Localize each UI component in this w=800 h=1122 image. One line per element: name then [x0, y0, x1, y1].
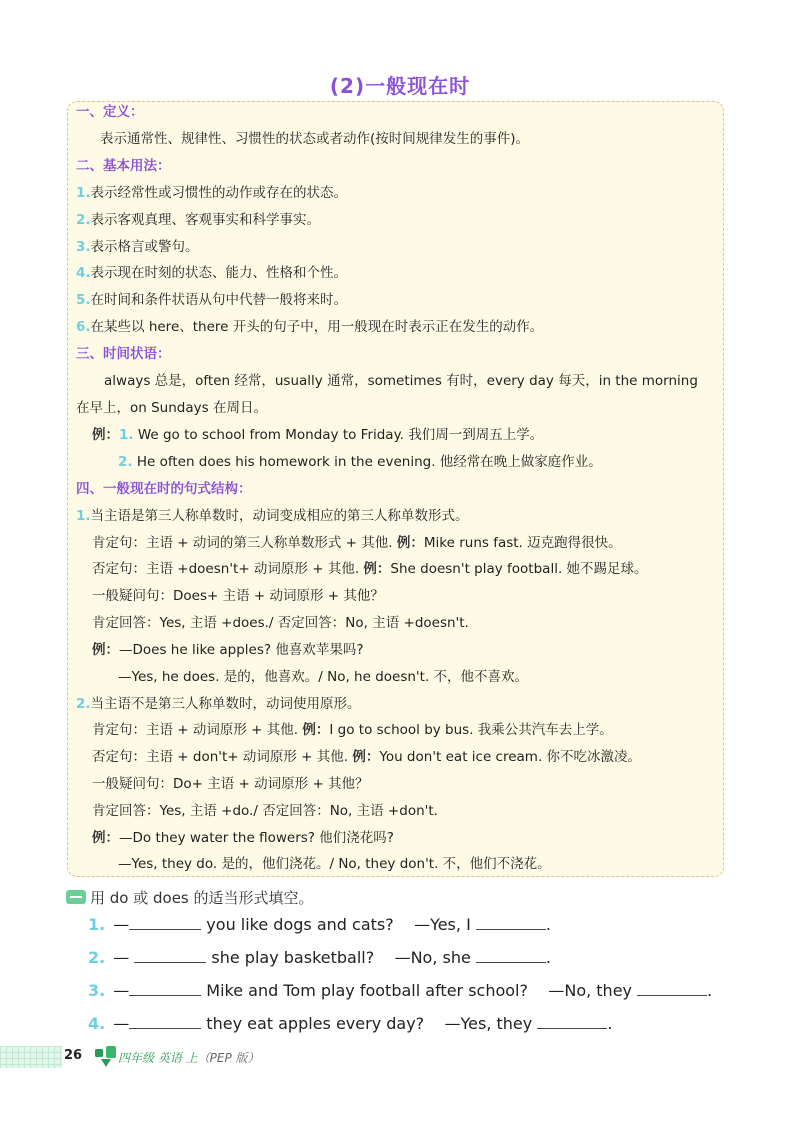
item-text: 在某些以 here、there 开头的句子中，用一般现在时表示正在发生的动作。	[90, 319, 544, 335]
response-text: —No, they	[548, 981, 632, 1000]
structure-part-2-intro	[76, 695, 361, 713]
answer-blank[interactable]	[537, 1012, 607, 1029]
answer-rule	[92, 614, 469, 632]
example-label: 例：	[363, 561, 391, 577]
exercise-marker-icon	[66, 890, 86, 904]
dash: —	[113, 981, 130, 1000]
question-text: you like dogs and cats?	[201, 915, 394, 934]
item-text: 表示格言或警句。	[90, 239, 199, 255]
rule-text: Yes, 主语 +do./ 否定回答：No, 主语 +don't.	[159, 803, 438, 819]
footer-edition: （PEP 版）	[197, 1051, 260, 1065]
structure-part-1-intro	[76, 507, 469, 525]
example-text: She doesn't play football. 她不踢足球。	[390, 561, 648, 577]
question-text: they eat apples every day?	[201, 1014, 425, 1033]
rule-label: 否定句：	[92, 561, 146, 577]
question-text: she play basketball?	[206, 948, 375, 967]
question-number: 3.	[88, 981, 106, 1000]
adverbials-line-1: always 总是，often 经常，usually 通常，sometimes 有时，every day 每天，in the morning	[104, 373, 698, 389]
rule-label: 一般疑问句：	[92, 776, 173, 792]
example-number: 2.	[118, 454, 133, 470]
answer-blank[interactable]	[637, 979, 707, 996]
dialogue-line	[92, 641, 364, 659]
dialogue-line: —Yes, he does. 是的，他喜欢。/ No, he doesn't. 不，他不喜欢。	[118, 669, 529, 685]
answer-blank[interactable]	[129, 1012, 201, 1029]
section-heading-definition: 一、定义：	[76, 104, 144, 120]
item-number: 3.	[76, 239, 91, 255]
usage-item	[76, 238, 199, 256]
usage-item	[76, 291, 347, 309]
exercise-instruction: 用 do 或 does 的适当形式填空。	[90, 888, 314, 907]
dash: —	[113, 915, 130, 934]
part-number: 2.	[76, 696, 91, 712]
item-number: 6.	[76, 319, 91, 335]
example-text: We go to school from Monday to Friday. 我们周一到周五上学。	[137, 427, 544, 443]
section-heading-adverbials: 三、时间状语：	[76, 346, 171, 362]
example-label: 例：	[302, 722, 330, 738]
rule-label: 一般疑问句：	[92, 588, 173, 604]
item-number: 4.	[76, 265, 91, 281]
item-text: 表示经常性或习惯性的动作或存在的状态。	[90, 185, 348, 201]
definition-text: 表示通常性、规律性、习惯性的状态或者动作(按时间规律发生的事件)。	[100, 131, 530, 147]
brand-logo-icon	[93, 1044, 119, 1068]
question-number: 4.	[88, 1014, 106, 1033]
usage-item	[76, 264, 347, 282]
part-number: 1.	[76, 508, 91, 524]
question-number: 1.	[88, 915, 106, 934]
footer-book-info	[118, 1049, 260, 1066]
example-line	[92, 426, 543, 444]
period: .	[707, 981, 713, 1000]
exercise-heading	[66, 886, 314, 908]
example-label: 例：	[396, 535, 424, 551]
answer-blank[interactable]	[476, 946, 546, 963]
rule-text: 主语 +doesn't+ 动词原形 + 其他.	[146, 561, 360, 577]
dash: —	[113, 1014, 130, 1033]
answer-blank[interactable]	[476, 913, 546, 930]
page-title: (2)一般现在时	[329, 74, 471, 98]
dialogue-line	[92, 829, 394, 847]
dash: —	[113, 948, 130, 967]
rule-label: 肯定回答：	[92, 803, 160, 819]
dialogue-text: —Does he like apples? 他喜欢苹果吗?	[119, 642, 364, 658]
rule-text: 主语 + 动词的第三人称单数形式 + 其他.	[146, 535, 393, 551]
negative-rule	[92, 560, 648, 578]
example-text: I go to school by bus. 我乘公共汽车去上学。	[329, 722, 613, 738]
rule-text: Does+ 主语 + 动词原形 + 其他？	[173, 588, 384, 604]
rule-label: 肯定句：	[92, 535, 146, 551]
footer-grade: 四年级 英语 上	[118, 1051, 198, 1065]
answer-blank[interactable]	[129, 979, 201, 996]
page-number: 26	[64, 1048, 83, 1063]
rule-label: 否定句：	[92, 749, 146, 765]
question-rule	[92, 587, 384, 605]
example-number: 1.	[119, 427, 134, 443]
rule-text: Yes, 主语 +does./ 否定回答：No, 主语 +doesn't.	[159, 615, 469, 631]
affirmative-rule	[92, 534, 622, 552]
response-text: —Yes, I	[414, 915, 471, 934]
part-intro-text: 当主语不是第三人称单数时，动词使用原形。	[90, 696, 361, 712]
period: .	[545, 948, 551, 967]
item-text: 表示客观真理、客观事实和科学事实。	[90, 212, 321, 228]
item-text: 在时间和条件状语从句中代替一般将来时。	[90, 292, 348, 308]
rule-label: 肯定句：	[92, 722, 146, 738]
adverbials-line-2: 在早上，on Sundays 在周日。	[76, 400, 267, 416]
question-text: Mike and Tom play football after school?	[201, 981, 528, 1000]
example-text: You don't eat ice cream. 你不吃冰激凌。	[379, 749, 642, 765]
response-text: —No, she	[394, 948, 471, 967]
period: .	[607, 1014, 613, 1033]
answer-blank[interactable]	[134, 946, 206, 963]
rule-text: Do+ 主语 + 动词原形 + 其他？	[173, 776, 369, 792]
usage-item	[76, 318, 543, 336]
question-rule	[92, 775, 369, 793]
exercise-question	[88, 913, 551, 936]
item-number: 5.	[76, 292, 91, 308]
affirmative-rule	[92, 721, 613, 739]
exercise-question	[88, 1012, 612, 1035]
example-text: Mike runs fast. 迈克跑得很快。	[423, 535, 622, 551]
dialogue-text: —Do they water the flowers? 他们浇花吗?	[119, 830, 394, 846]
example-label: 例：	[352, 749, 380, 765]
answer-blank[interactable]	[129, 913, 201, 930]
answer-rule	[92, 802, 438, 820]
example-label: 例：	[92, 642, 119, 658]
example-text: He often does his homework in the evening. 他经常在晚上做家庭作业。	[136, 454, 602, 470]
rule-text: 主语 + 动词原形 + 其他.	[146, 722, 299, 738]
exercise-question	[88, 979, 712, 1002]
question-number: 2.	[88, 948, 106, 967]
item-number: 1.	[76, 185, 91, 201]
item-number: 2.	[76, 212, 91, 228]
rule-label: 肯定回答：	[92, 615, 160, 631]
example-label: 例：	[92, 830, 119, 846]
response-text: —Yes, they	[444, 1014, 533, 1033]
example-label: 例：	[92, 427, 119, 443]
part-intro-text: 当主语是第三人称单数时，动词变成相应的第三人称单数形式。	[90, 508, 469, 524]
period: .	[545, 915, 551, 934]
rule-text: 主语 + don't+ 动词原形 + 其他.	[146, 749, 349, 765]
usage-item	[76, 211, 320, 229]
section-heading-usage: 二、基本用法：	[76, 158, 171, 174]
usage-item	[76, 184, 347, 202]
footer-grid-decoration	[0, 1046, 62, 1068]
dialogue-line: —Yes, they do. 是的，他们浇花。/ No, they don't. 不，他们不浇花。	[118, 856, 551, 872]
exercise-question	[88, 946, 551, 969]
negative-rule	[92, 748, 641, 766]
item-text: 表示现在时刻的状态、能力、性格和个性。	[90, 265, 348, 281]
section-heading-structure: 四、一般现在时的句式结构：	[76, 481, 252, 497]
example-line	[118, 453, 602, 471]
